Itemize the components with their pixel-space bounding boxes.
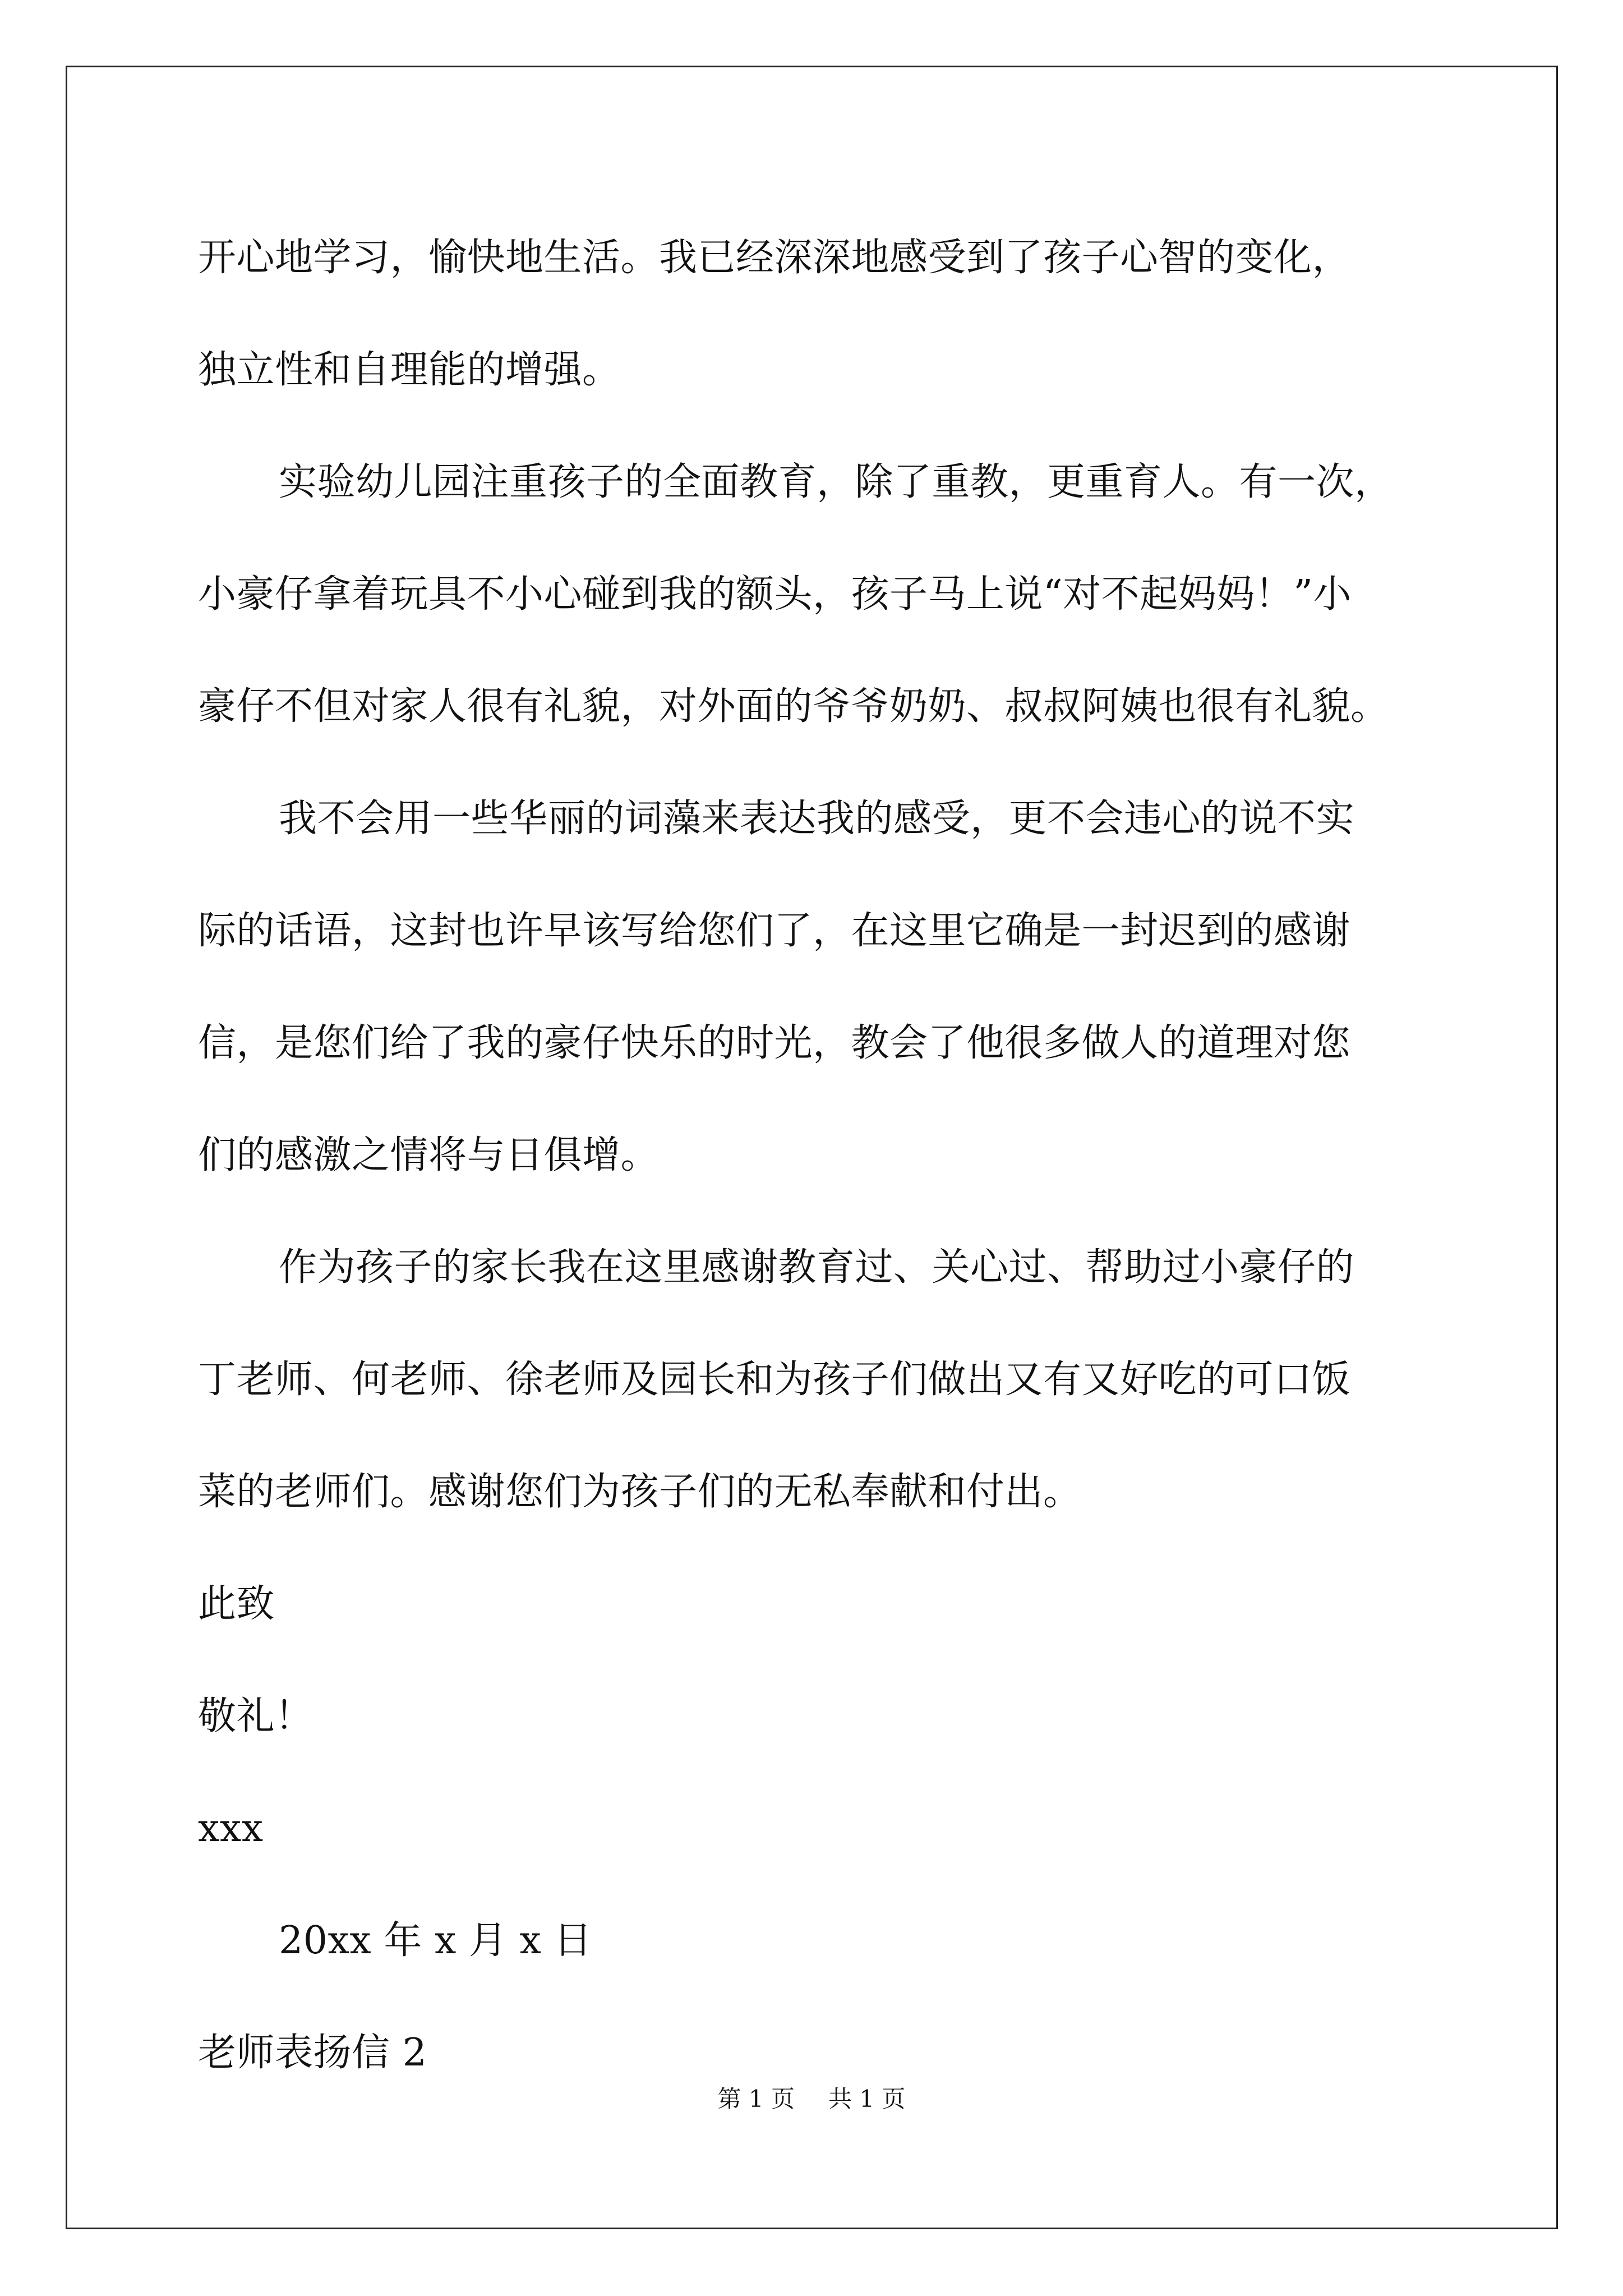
page-footer [0,2082,1623,2116]
paragraph-start-line: 实验幼儿园注重孩子的全面教育，除了重教，更重育人。有一次， [279,460,1393,504]
body-line: 们的感激之情将与日俱增。 [198,1133,660,1177]
letter-body [198,202,1432,2109]
body-line: 丁老师、何老师、徐老师及园长和为孩子们做出又有又好吃的可口饭 [198,1358,1351,1402]
paragraph-start-line: 作为孩子的家长我在这里感谢教育过、关心过、帮助过小豪仔的 [279,1245,1355,1290]
body-line: 菜的老师们。感谢您们为孩子们的无私奉献和付出。 [198,1470,1082,1514]
paragraph-start-line: 我不会用一些华丽的词藻来表达我的感受，更不会违心的说不实 [279,797,1355,841]
page-total: 共 1 页 [828,2085,906,2113]
page-number: 第 1 页 [717,2085,795,2113]
body-line: 际的话语，这封也许早该写给您们了，在这里它确是一封迟到的感谢 [198,909,1351,953]
next-section-title: 老师表扬信 2 [198,2031,427,2075]
body-line: 信，是您们给了我的豪仔快乐的时光，教会了他很多做人的道理对您 [198,1021,1351,1065]
date-line: 20xx 年 x 月 x 日 [279,1918,593,1963]
signature: xxx [198,1806,264,1851]
body-line: 独立性和自理能的增强。 [198,348,621,392]
closing-salutation: 此致 [198,1582,275,1626]
body-line: 豪仔不但对家人很有礼貌，对外面的爷爷奶奶、叔叔阿姨也很有礼貌。 [198,684,1389,729]
body-line: 开心地学习，愉快地生活。我已经深深地感受到了孩子心智的变化， [198,236,1351,280]
closing-regards: 敬礼！ [198,1694,313,1738]
body-line: 小豪仔拿着玩具不小心碰到我的额头，孩子马上说“对不起妈妈！”小 [198,572,1352,616]
